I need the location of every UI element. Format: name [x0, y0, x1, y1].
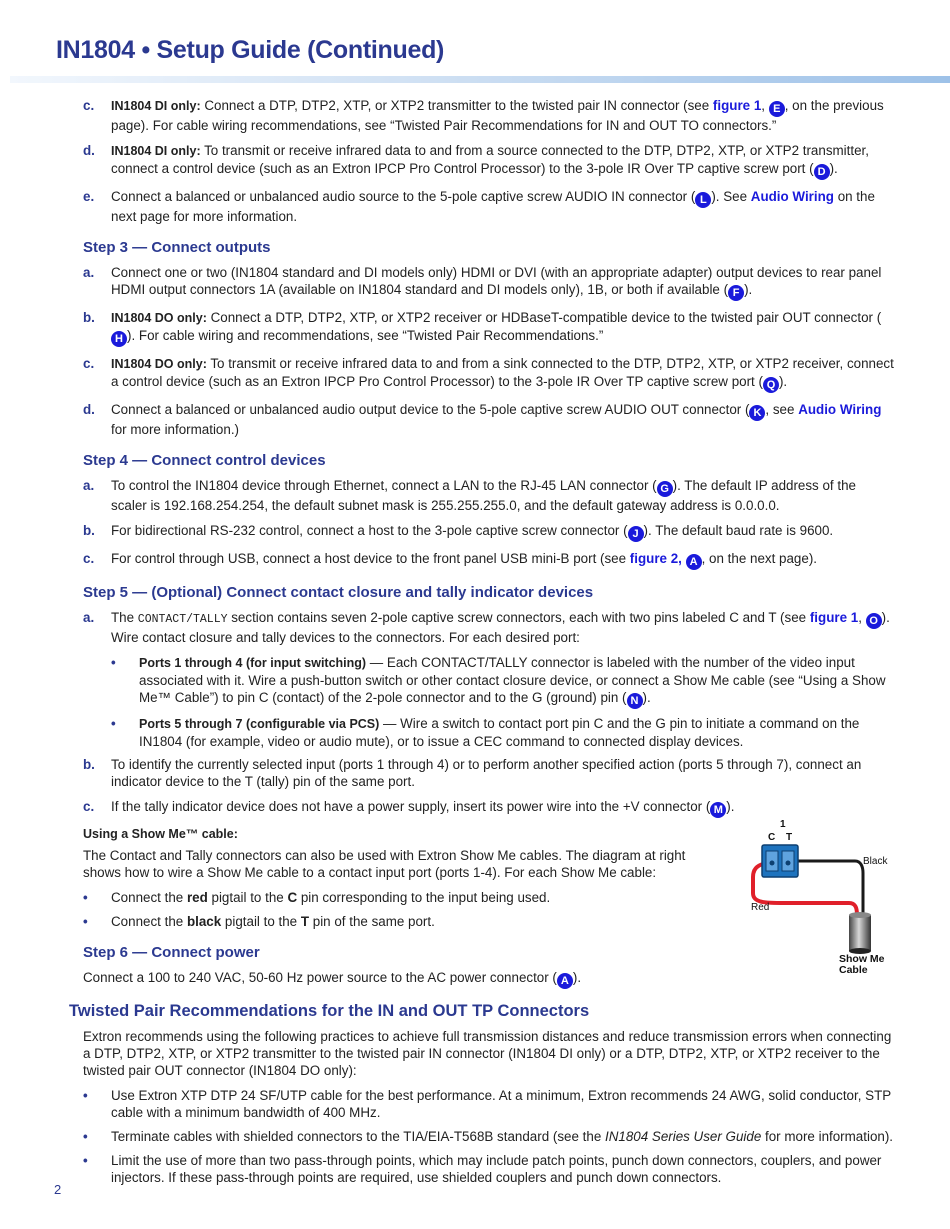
item-lead: IN1804 DO only:: [111, 357, 207, 371]
item-text: red: [186, 890, 208, 905]
item-text: on the next page for more information.: [111, 189, 875, 224]
step5-item-a: [0, 609, 950, 646]
item-letter: b.: [83, 757, 95, 772]
twisted-bullet-3: [0, 1152, 950, 1186]
item-letter: b.: [83, 523, 95, 538]
item-text: C: [287, 890, 298, 905]
item-letter: c.: [83, 551, 95, 566]
page-number: 2: [54, 1182, 62, 1197]
audio-wiring-link[interactable]: Audio Wiring: [798, 402, 882, 417]
callout-circle: J: [628, 526, 644, 542]
item-letter: a.: [83, 265, 95, 280]
bullet-dot: •: [83, 1153, 88, 1168]
step3-heading: Step 3 — Connect outputs: [83, 239, 271, 256]
step3-item-a: [0, 264, 950, 301]
item-letter: a.: [83, 478, 95, 493]
item-letter: c.: [83, 799, 95, 814]
callout-circle: K: [749, 405, 765, 421]
item-text: Terminate cables with shielded connectors to the TIA/EIA-T568B standard (see the: [111, 1129, 605, 1144]
item-lead: Ports 5 through 7 (configurable via PCS): [139, 717, 380, 731]
item-text: pin corresponding to the input being used.: [297, 890, 551, 905]
bullet-dot: •: [83, 890, 88, 905]
pin-t-screw: [786, 861, 791, 866]
user-guide-title: IN1804 Series User Guide: [604, 1129, 762, 1144]
item-text: If the tally indicator device does not have a power supply, insert its power wire into the +V connector (: [111, 799, 711, 814]
step2-item-c: [0, 97, 950, 134]
main-content: [0, 97, 950, 1193]
step4-heading: Step 4 — Connect control devices: [83, 452, 326, 469]
item-text: ).: [778, 374, 788, 389]
callout-circle: E: [769, 101, 785, 117]
step5-item-b: [0, 756, 950, 790]
item-text: Connect a DTP, DTP2, XTP, or XTP2 transmitter to the twisted pair IN connector (see: [200, 98, 713, 113]
pin-c-label: C: [768, 832, 776, 843]
item-text: ).: [726, 799, 735, 814]
step4-item-c: [0, 550, 950, 570]
item-text: To control the IN1804 device through Ethernet, connect a LAN to the RJ-45 LAN connector (: [111, 478, 657, 493]
item-text: black: [186, 914, 222, 929]
item-letter: c.: [83, 356, 95, 371]
item-text: [682, 551, 686, 566]
item-text: ). Wire contact closure and tally devices to the connectors. For each desired port:: [111, 610, 890, 645]
item-text: for more information.): [111, 422, 239, 437]
item-text: — Wire a switch to contact port pin C and the G pin to initiate a command on the IN1804 (for example, video or audio mute), or to issue a CEC command to connected display devices.: [139, 716, 860, 749]
item-text: The: [111, 610, 138, 625]
item-text: To transmit or receive infrared data to and from a source connected to the DTP, DTP2, XTP, or XTP2 transmitter, connect a control device (such as an Extron IPCP Pro Control Processor) to the 3-pole IR Over TP captive screw port (: [111, 143, 869, 176]
title-rule: [10, 76, 950, 83]
bullet-dot: •: [111, 716, 116, 731]
callout-circle: A: [557, 973, 573, 989]
item-text: Connect one or two (IN1804 standard and DI models only) HDMI or DVI (with an appropriate adapter) output devices to rear panel HDMI output connectors 1A (available on IN1804 standard and DI models only), 1B, or both if available (: [111, 265, 882, 297]
callout-circle: O: [866, 613, 882, 629]
cable-top: [849, 912, 871, 918]
item-letter: d.: [83, 143, 95, 158]
item-lead: IN1804 DO only:: [111, 311, 207, 325]
item-text: Connect a balanced or unbalanced audio output device to the 5-pole captive screw AUDIO OUT connector (: [111, 402, 750, 417]
figure-link[interactable]: figure 1: [712, 98, 762, 113]
twisted-pair-paragraph: Extron recommends using the following practices to achieve full transmission distances and reduce transmission errors when connecting a DTP, DTP2, XTP, or XTP2 transmitter to the twisted pair IN connector (IN1804 DI only) or a DTP, DTP2, XTP, or XTP2 receiver to the twisted pair OUT connector (IN1804 DO only):: [83, 1029, 892, 1078]
bullet-dot: •: [83, 1129, 88, 1144]
item-text: Limit the use of more than two pass-through points, which may include patch points, punch down connectors, couplers, and power injectors. If these pass-through points are required, use shielded couplers and punch down connectors.: [111, 1153, 882, 1185]
showme-paragraph: The Contact and Tally connectors can also be used with Extron Show Me cables. The diagram at right shows how to wire a Show Me cable to a contact input port (ports 1-4). For each Show Me cable:: [83, 848, 686, 880]
page-title: IN1804 • Setup Guide (Continued): [56, 36, 445, 64]
step2-item-d: [0, 142, 950, 180]
item-text: ).: [829, 161, 838, 176]
item-letter: c.: [83, 98, 95, 113]
pin-t-label: T: [786, 832, 793, 843]
bullet-dot: •: [83, 1088, 88, 1103]
callout-circle: D: [814, 164, 830, 180]
step3-item-b: [0, 309, 950, 347]
callout-circle: M: [710, 802, 726, 818]
item-text: ,: [761, 98, 769, 113]
pin-c-screw: [770, 861, 775, 866]
bullet-dot: •: [83, 914, 88, 929]
item-text: pin of the same port.: [309, 914, 435, 929]
step2-item-e: [0, 188, 950, 225]
showme-wiring-diagram: [745, 815, 905, 980]
twisted-bullet-2: [0, 1128, 950, 1145]
item-text: , see: [765, 402, 799, 417]
item-lead: IN1804 DI only:: [111, 144, 201, 158]
item-text: ).: [642, 690, 651, 705]
item-text: ). The default IP address of the scaler is 192.168.254.254, the default subnet mask is 255.255.255.0, and the default gateway address is 0.0.0.0.: [111, 478, 856, 513]
figure-link[interactable]: figure 2,: [629, 551, 682, 566]
callout-circle: H: [111, 331, 127, 347]
contact-tally-label: CONTACT/TALLY: [137, 613, 228, 626]
item-text: Connect a balanced or unbalanced audio source to the 5-pole captive screw AUDIO IN connector (: [111, 189, 696, 204]
item-letter: e.: [83, 189, 95, 204]
showme-cable-cylinder: [849, 915, 871, 951]
item-text: ). For cable wiring and recommendations, see “Twisted Pair Recommendations.”: [127, 328, 604, 343]
showme-cable-label-2: Cable: [839, 964, 868, 976]
item-text: Connect the: [111, 914, 187, 929]
showme-heading: Using a Show Me™ cable:: [83, 827, 238, 841]
step4-item-a: [0, 477, 950, 514]
item-text: ,: [858, 610, 866, 625]
item-text: Connect a DTP, DTP2, XTP, or XTP2 receiver or HDBaseT-compatible device to the twisted pair OUT connector (: [206, 310, 882, 325]
item-text: ).: [744, 282, 753, 297]
item-letter: d.: [83, 402, 95, 417]
black-wire-label: Black: [863, 856, 888, 867]
item-text: , on the next page).: [701, 551, 817, 566]
step5-sub-bullet-2: [0, 715, 950, 750]
step5-heading: Step 5 — (Optional) Connect contact closure and tally indicator devices: [83, 584, 594, 601]
callout-circle: A: [686, 554, 702, 570]
item-text: for more information).: [761, 1129, 894, 1144]
item-text: Connect the: [111, 890, 187, 905]
callout-circle: N: [627, 693, 643, 709]
item-text: ). See: [711, 189, 751, 204]
item-lead: Ports 1 through 4 (for input switching): [139, 656, 367, 670]
twisted-bullet-1: [0, 1087, 950, 1121]
item-text: pigtail to the: [221, 914, 301, 929]
item-text: , on the previous page). For cable wiring recommendations, see “Twisted Pair Recommendations for IN and OUT TO connectors.”: [111, 98, 884, 133]
callout-circle: Q: [763, 377, 779, 393]
red-wire-label: Red: [751, 902, 770, 913]
black-wire: [789, 861, 863, 915]
step3-item-d: [0, 401, 950, 438]
step5-sub-bullet-1: [0, 654, 950, 709]
item-text: To transmit or receive infrared data to and from a sink connected to the DTP, DTP2, XTP, or XTP2 receiver, connect a control device (such as an Extron IPCP Pro Control Processor) to the 3-pole IR Over TP captive screw port (: [111, 356, 894, 389]
step4-item-b: [0, 522, 950, 542]
item-text: To identify the currently selected input (ports 1 through 4) or to perform another specified action (ports 5 through 7), connect an indicator device to the T (tally) pin of the same port.: [111, 757, 862, 789]
item-text: For bidirectional RS-232 control, connect a host to the 3-pole captive screw connector (: [111, 523, 628, 538]
audio-wiring-link[interactable]: Audio Wiring: [750, 189, 834, 204]
item-letter: b.: [83, 310, 95, 325]
item-text: pigtail to the: [207, 890, 288, 905]
callout-circle: L: [695, 192, 711, 208]
item-text: — Each CONTACT/TALLY connector is labeled with the number of the video input associated with it. Wire a push-button switch or other contact closure device, or connect a Show Me cable (see “Using a Show Me™ Cable”) to pin C (contact) of the 2-pole connector and to the G (ground) pin (: [139, 655, 886, 705]
item-lead: IN1804 DI only:: [111, 99, 201, 113]
item-text: Connect a 100 to 240 VAC, 50-60 Hz power source to the AC power connector (: [83, 970, 557, 985]
twisted-pair-heading: Twisted Pair Recommendations for the IN and OUT TP Connectors: [69, 1002, 590, 1020]
item-text: ).: [572, 970, 582, 985]
step6-heading: Step 6 — Connect power: [83, 944, 260, 961]
item-text: ). The default baud rate is 9600.: [643, 523, 834, 538]
item-text: For control through USB, connect a host device to the front panel USB mini-B port (see: [111, 551, 630, 566]
callout-circle: F: [728, 285, 744, 301]
item-text: Use Extron XTP DTP 24 SF/UTP cable for the best performance. At a minimum, Extron recommends 24 AWG, solid conductor, STP cable with a minimum bandwidth of 400 MHz.: [111, 1088, 891, 1120]
bullet-dot: •: [111, 655, 116, 670]
figure-link[interactable]: figure 1: [809, 610, 859, 625]
item-text: section contains seven 2-pole captive screw connectors, each with two pins labeled C and T (see: [227, 610, 810, 625]
port-number-label: 1: [780, 819, 786, 830]
item-text: T: [300, 914, 310, 929]
callout-circle: G: [657, 481, 673, 497]
item-letter: a.: [83, 610, 95, 625]
showme-cable-label: Show Me: [839, 953, 885, 965]
step3-item-c: [0, 355, 950, 393]
